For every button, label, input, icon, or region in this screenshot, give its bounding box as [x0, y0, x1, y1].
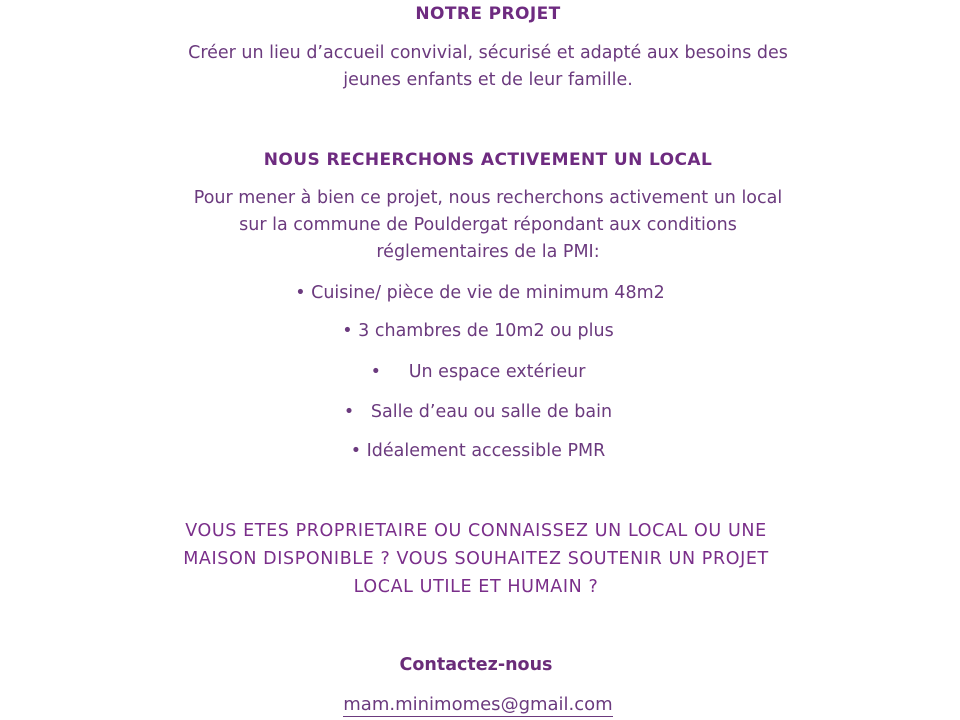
- projet-text-line-2: jeunes enfants et de leur famille.: [343, 70, 633, 90]
- contact-heading: Contactez-nous: [399, 655, 553, 675]
- requirement-list-item: • 3 chambres de 10m2 ou plus: [342, 321, 614, 341]
- local-text-line-2: sur la commune de Pouldergat répondant aux conditions: [239, 215, 737, 235]
- requirement-list-item: • Idéalement accessible PMR: [350, 441, 606, 461]
- appeal-line-2: MAISON DISPONIBLE ? VOUS SOUHAITEZ SOUTENIR UN PROJET: [183, 549, 769, 569]
- appeal-line-3: LOCAL UTILE ET HUMAIN ?: [353, 577, 599, 597]
- email-line: [0, 694, 960, 715]
- projet-heading: NOTRE PROJET: [415, 4, 561, 24]
- projet-text-line-1: Créer un lieu d’accueil convivial, sécurisé et adapté aux besoins des: [188, 43, 788, 63]
- local-heading: NOUS RECHERCHONS ACTIVEMENT UN LOCAL: [263, 150, 713, 170]
- requirement-list-item: • Un espace extérieur: [370, 362, 586, 382]
- requirement-list-item: • Cuisine/ pièce de vie de minimum 48m2: [295, 283, 665, 303]
- local-text-line-1: Pour mener à bien ce projet, nous recherchons activement un local: [193, 188, 783, 208]
- appeal-line-1: VOUS ETES PROPRIETAIRE OU CONNAISSEZ UN LOCAL OU UNE: [185, 521, 767, 541]
- email-link[interactable]: mam.minimomes@gmail.com: [343, 694, 613, 715]
- local-text-line-3: réglementaires de la PMI:: [376, 242, 600, 262]
- requirement-list-item: • Salle d’eau ou salle de bain: [343, 402, 613, 422]
